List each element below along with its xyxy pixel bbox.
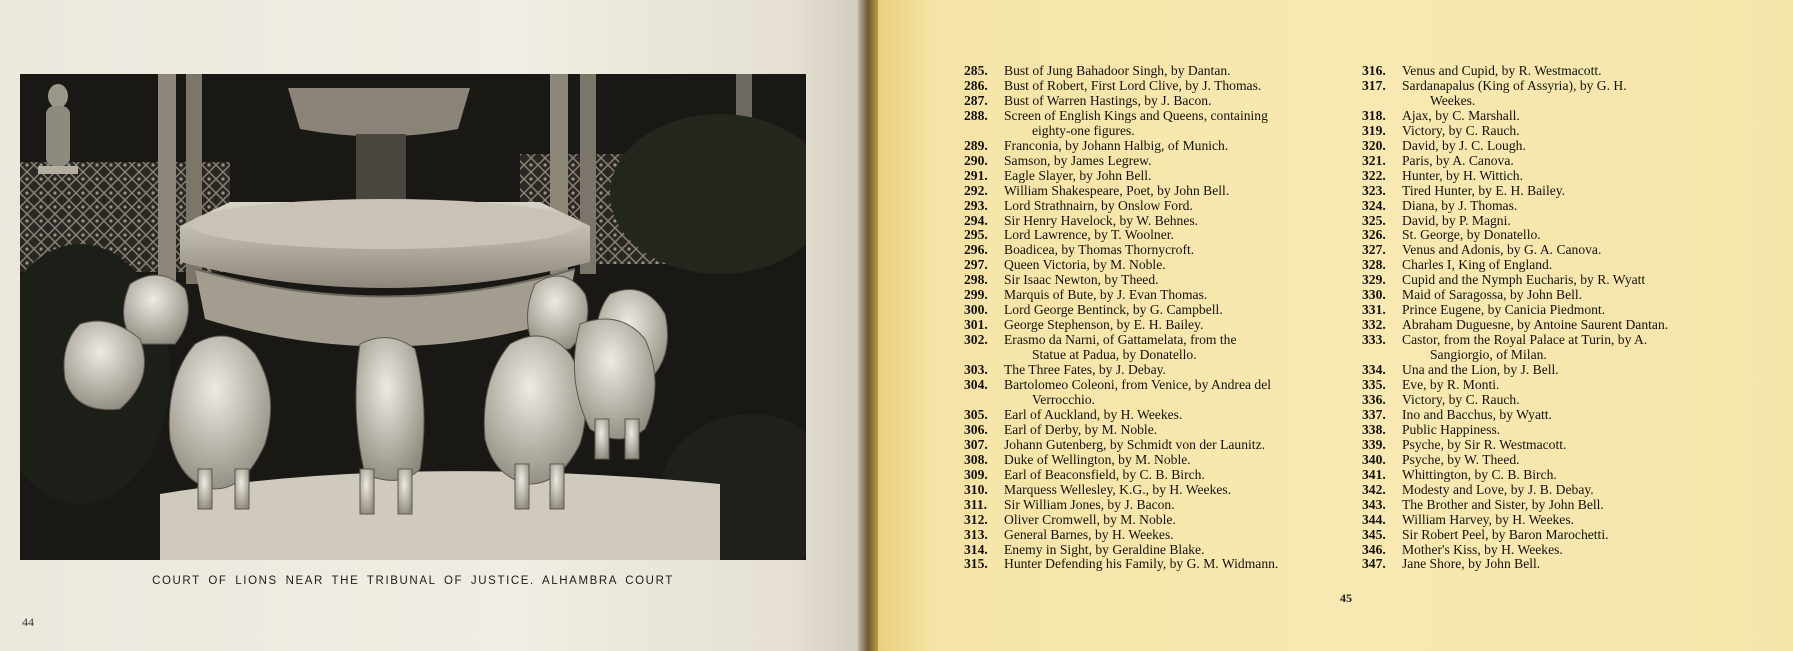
entry-title: Earl of Beaconsfield, by C. B. Birch.: [1004, 466, 1205, 482]
entry-number: 291.: [964, 167, 988, 183]
entry-title: Bust of Robert, First Lord Clive, by J. Thomas.: [1004, 77, 1262, 93]
entry-number: 285.: [964, 63, 988, 78]
entry-text: [1402, 333, 1742, 363]
catalogue-entry: [964, 184, 1362, 199]
entry-number: 339.: [1362, 436, 1386, 452]
entry-title: Oliver Cromwell, by M. Noble.: [1004, 511, 1176, 527]
catalogue-entry: [964, 79, 1362, 94]
entry-text: [1402, 184, 1742, 199]
entry-title: Cupid and the Nymph Eucharis, by R. Wyatt: [1402, 272, 1646, 288]
catalogue-entry: [1362, 363, 1742, 378]
catalogue-entry: [1362, 228, 1742, 243]
entry-number: 304.: [964, 377, 988, 393]
catalogue-column-right: [1362, 64, 1742, 572]
entry-number: 326.: [1362, 227, 1386, 243]
entry-number: 303.: [964, 362, 988, 378]
entry-number: 299.: [964, 287, 988, 303]
entry-number: 310.: [964, 481, 988, 497]
catalogue-entry: [1362, 139, 1742, 154]
entry-number: 321.: [1362, 152, 1386, 168]
catalogue-entry: [1362, 333, 1742, 363]
entry-title: Venus and Adonis, by G. A. Canova.: [1402, 242, 1602, 258]
entry-title: Sir Isaac Newton, by Theed.: [1004, 272, 1159, 288]
entry-text: [1004, 483, 1362, 498]
entry-number: 340.: [1362, 451, 1386, 467]
entry-number: 316.: [1362, 63, 1386, 78]
entry-title: Bust of Warren Hastings, by J. Bacon.: [1004, 92, 1212, 108]
entry-title: Samson, by James Legrew.: [1004, 152, 1152, 168]
entry-number: 337.: [1362, 406, 1386, 422]
entry-number: 313.: [964, 526, 988, 542]
entry-title: Bust of Jung Bahadoor Singh, by Dantan.: [1004, 63, 1231, 78]
entry-number: 345.: [1362, 526, 1386, 542]
photo-caption: COURT OF LIONS NEAR THE TRIBUNAL OF JUSTICE. ALHAMBRA COURT: [152, 575, 674, 587]
entry-number: 343.: [1362, 496, 1386, 512]
entry-title: Una and the Lion, by J. Bell.: [1402, 362, 1559, 378]
entry-title: Lord George Bentinck, by G. Campbell.: [1004, 302, 1223, 318]
entry-text: [1004, 139, 1362, 154]
entry-title: Hunter Defending his Family, by G. M. Widmann.: [1004, 556, 1279, 572]
entry-title: Earl of Auckland, by H. Weekes.: [1004, 406, 1183, 422]
entry-number: 290.: [964, 152, 988, 168]
entry-text: [1402, 169, 1742, 184]
entry-text: [1004, 258, 1362, 273]
entry-text: [1402, 513, 1742, 528]
entry-text: [1004, 214, 1362, 229]
entry-text: [1004, 109, 1362, 139]
catalogue-entry: [1362, 303, 1742, 318]
entry-title: Venus and Cupid, by R. Westmacott.: [1402, 63, 1602, 78]
entry-number: 314.: [964, 541, 988, 557]
entry-title: Diana, by J. Thomas.: [1402, 197, 1518, 213]
entry-text: [1402, 139, 1742, 154]
entry-title: St. George, by Donatello.: [1402, 227, 1541, 243]
entry-number: 346.: [1362, 541, 1386, 557]
catalogue-entry: [1362, 124, 1742, 139]
entry-text: [1402, 109, 1742, 124]
entry-number: 300.: [964, 302, 988, 318]
entry-text: [1402, 408, 1742, 423]
catalogue-entry: [1362, 513, 1742, 528]
entry-text: [1004, 498, 1362, 513]
entry-title: Screen of English Kings and Queens, containing: [1004, 107, 1268, 123]
book-gutter: [858, 0, 880, 651]
catalogue-entry: [1362, 408, 1742, 423]
entry-text: [1004, 468, 1362, 483]
entry-title: Charles I, King of England.: [1402, 257, 1553, 273]
catalogue-entry: [964, 378, 1362, 408]
entry-text: [1402, 288, 1742, 303]
entry-text: [1402, 228, 1742, 243]
entry-title: Marquess Wellesley, K.G., by H. Weekes.: [1004, 481, 1232, 497]
entry-text: [1402, 528, 1742, 543]
entry-number: 294.: [964, 212, 988, 228]
entry-text: [1004, 288, 1362, 303]
entry-text: [1004, 273, 1362, 288]
entry-text: [1004, 169, 1362, 184]
entry-title: The Brother and Sister, by John Bell.: [1402, 496, 1604, 512]
entry-text: [1004, 528, 1362, 543]
catalogue-entry: [964, 318, 1362, 333]
entry-number: 305.: [964, 406, 988, 422]
entry-number: 287.: [964, 92, 988, 108]
catalogue-entry: [1362, 109, 1742, 124]
entry-number: 293.: [964, 197, 988, 213]
entry-number: 295.: [964, 227, 988, 243]
entry-title: Psyche, by W. Theed.: [1402, 451, 1520, 467]
catalogue-entry: [964, 543, 1362, 558]
catalogue-entry: [1362, 258, 1742, 273]
entry-text: [1004, 154, 1362, 169]
entry-number: 297.: [964, 257, 988, 273]
entry-number: 307.: [964, 436, 988, 452]
catalogue-entry: [1362, 453, 1742, 468]
entry-number: 318.: [1362, 107, 1386, 123]
entry-title: Modesty and Love, by J. B. Debay.: [1402, 481, 1594, 497]
entry-title: Public Happiness.: [1402, 421, 1501, 437]
catalogue-entry: [964, 273, 1362, 288]
catalogue-entry: [964, 468, 1362, 483]
entry-number: 334.: [1362, 362, 1386, 378]
entry-text: [1004, 94, 1362, 109]
entry-text: [1402, 64, 1742, 79]
entry-title: Sir Robert Peel, by Baron Marochetti.: [1402, 526, 1609, 542]
entry-title: Psyche, by Sir R. Westmacott.: [1402, 436, 1567, 452]
entry-number: 338.: [1362, 421, 1386, 437]
entry-title: Ajax, by C. Marshall.: [1402, 107, 1520, 123]
entry-text: [1402, 124, 1742, 139]
entry-number: 309.: [964, 466, 988, 482]
entry-number: 296.: [964, 242, 988, 258]
catalogue-entry: [964, 513, 1362, 528]
entry-text: [1004, 79, 1362, 94]
entry-number: 330.: [1362, 287, 1386, 303]
entry-title: Maid of Saragossa, by John Bell.: [1402, 287, 1583, 303]
catalogue-entry: [1362, 543, 1742, 558]
entry-title: Sardanapalus (King of Assyria), by G. H.: [1402, 77, 1627, 93]
entry-title: Paris, by A. Canova.: [1402, 152, 1514, 168]
catalogue-entry: [1362, 273, 1742, 288]
catalogue-entry: [964, 154, 1362, 169]
entry-text: [1402, 363, 1742, 378]
catalogue-entry: [964, 139, 1362, 154]
entry-text: [1402, 199, 1742, 214]
entry-number: 317.: [1362, 77, 1386, 93]
entry-text: [1402, 483, 1742, 498]
entry-number: 332.: [1362, 317, 1386, 333]
entry-text: [1402, 214, 1742, 229]
catalogue-entry: [964, 498, 1362, 513]
catalogue-entry: [964, 453, 1362, 468]
catalogue-entry: [964, 483, 1362, 498]
entry-title: Duke of Wellington, by M. Noble.: [1004, 451, 1191, 467]
entry-text: [1004, 199, 1362, 214]
catalogue-entry: [964, 258, 1362, 273]
entry-text: [1402, 423, 1742, 438]
entry-number: 301.: [964, 317, 988, 333]
entry-text: [1402, 378, 1742, 393]
entry-number: 288.: [964, 107, 988, 123]
catalogue-entry: [964, 528, 1362, 543]
entry-text: [1402, 303, 1742, 318]
entry-number: 312.: [964, 511, 988, 527]
catalogue-entry: [1362, 169, 1742, 184]
page-number-right: 45: [1340, 591, 1352, 605]
entry-number: 333.: [1362, 332, 1386, 348]
catalogue-entry: [1362, 438, 1742, 453]
catalogue-entry: [964, 408, 1362, 423]
catalogue-entry: [964, 199, 1362, 214]
entry-number: 325.: [1362, 212, 1386, 228]
catalogue-entry: [1362, 199, 1742, 214]
entry-title: Victory, by C. Rauch.: [1402, 391, 1520, 407]
entry-text: [1402, 154, 1742, 169]
entry-number: 308.: [964, 451, 988, 467]
left-page: [0, 0, 868, 651]
entry-number: 331.: [1362, 302, 1386, 318]
entry-text: [1004, 408, 1362, 423]
entry-number: 347.: [1362, 556, 1386, 572]
entry-title: David, by J. C. Lough.: [1402, 137, 1526, 153]
catalogue-entry: [1362, 154, 1742, 169]
entry-text: [1402, 498, 1742, 513]
entry-title: William Harvey, by H. Weekes.: [1402, 511, 1575, 527]
entry-text: [1402, 243, 1742, 258]
entry-number: 344.: [1362, 511, 1386, 527]
entry-continuation: eighty-one figures.: [1032, 122, 1135, 138]
entry-text: [1402, 468, 1742, 483]
catalogue-entry: [1362, 79, 1742, 109]
entry-title: Eagle Slayer, by John Bell.: [1004, 167, 1152, 183]
entry-text: [1402, 273, 1742, 288]
entry-title: Franconia, by Johann Halbig, of Munich.: [1004, 137, 1229, 153]
entry-continuation: Statue at Padua, by Donatello.: [1032, 347, 1197, 363]
entry-number: 328.: [1362, 257, 1386, 273]
entry-text: [1004, 303, 1362, 318]
catalogue-entry: [1362, 528, 1742, 543]
entry-continuation: Weekes.: [1430, 92, 1476, 108]
entry-title: Jane Shore, by John Bell.: [1402, 556, 1541, 572]
entry-title: Johann Gutenberg, by Schmidt von der Launitz.: [1004, 436, 1266, 452]
entry-title: Whittington, by C. B. Birch.: [1402, 466, 1557, 482]
catalogue-entry: [1362, 378, 1742, 393]
entry-title: Hunter, by H. Wittich.: [1402, 167, 1523, 183]
entry-text: [1402, 79, 1742, 109]
entry-title: Victory, by C. Rauch.: [1402, 122, 1520, 138]
entry-number: 306.: [964, 421, 988, 437]
entry-text: [1004, 438, 1362, 453]
entry-number: 319.: [1362, 122, 1386, 138]
entry-number: 324.: [1362, 197, 1386, 213]
court-of-lions-photograph: [20, 74, 806, 560]
entry-text: [1004, 333, 1362, 363]
entry-number: 335.: [1362, 377, 1386, 393]
entry-title: Queen Victoria, by M. Noble.: [1004, 257, 1166, 273]
catalogue-entry: [1362, 483, 1742, 498]
entry-title: Bartolomeo Coleoni, from Venice, by Andrea del: [1004, 377, 1272, 393]
entry-title: Earl of Derby, by M. Noble.: [1004, 421, 1158, 437]
entry-title: Lord Strathnairn, by Onslow Ford.: [1004, 197, 1193, 213]
entry-title: Abraham Duguesne, by Antoine Saurent Dantan.: [1402, 317, 1669, 333]
entry-text: [1402, 543, 1742, 558]
catalogue-entry: [964, 109, 1362, 139]
entry-text: [1004, 378, 1362, 408]
entry-text: [1004, 453, 1362, 468]
entry-continuation: Sangiorgio, of Milan.: [1430, 347, 1547, 363]
catalogue-entry: [964, 333, 1362, 363]
entry-number: 302.: [964, 332, 988, 348]
catalogue-entry: [964, 228, 1362, 243]
entry-title: Eve, by R. Monti.: [1402, 377, 1500, 393]
entry-text: [1004, 64, 1362, 79]
entry-title: Tired Hunter, by E. H. Bailey.: [1402, 182, 1566, 198]
entry-number: 311.: [964, 496, 988, 512]
entry-number: 292.: [964, 182, 988, 198]
entry-title: Lord Lawrence, by T. Woolner.: [1004, 227, 1174, 243]
entry-text: [1004, 318, 1362, 333]
entry-text: [1402, 393, 1742, 408]
entry-text: [1402, 258, 1742, 273]
catalogue-entry: [964, 423, 1362, 438]
entry-number: 323.: [1362, 182, 1386, 198]
entry-number: 298.: [964, 272, 988, 288]
entry-number: 341.: [1362, 466, 1386, 482]
catalogue-entry: [1362, 423, 1742, 438]
catalogue-entry: [964, 243, 1362, 258]
entry-number: 286.: [964, 77, 988, 93]
catalogue-entry: [964, 64, 1362, 79]
entry-text: [1004, 513, 1362, 528]
entry-number: 342.: [1362, 481, 1386, 497]
entry-number: 315.: [964, 556, 988, 572]
entry-title: Ino and Bacchus, by Wyatt.: [1402, 406, 1552, 422]
entry-title: Erasmo da Narni, of Gattamelata, from the: [1004, 332, 1237, 348]
catalogue-entry: [1362, 288, 1742, 303]
catalogue-entry: [1362, 393, 1742, 408]
entry-text: [1402, 453, 1742, 468]
catalogue-column-left: [964, 64, 1362, 572]
entry-text: [1004, 363, 1362, 378]
entry-text: [1004, 184, 1362, 199]
entry-number: 336.: [1362, 391, 1386, 407]
catalogue-entry: [1362, 243, 1742, 258]
page-number-left: 44: [22, 615, 34, 629]
catalogue-entry: [964, 169, 1362, 184]
entry-title: Marquis of Bute, by J. Evan Thomas.: [1004, 287, 1208, 303]
entry-text: [1004, 557, 1362, 572]
entry-title: Castor, from the Royal Palace at Turin, by A.: [1402, 332, 1648, 348]
entry-text: [1402, 557, 1742, 572]
catalogue-entry: [1362, 214, 1742, 229]
catalogue-entry: [964, 557, 1362, 572]
entry-title: Sir William Jones, by J. Bacon.: [1004, 496, 1175, 512]
catalogue-entry: [1362, 318, 1742, 333]
catalogue-entry: [964, 363, 1362, 378]
entry-continuation: Verrocchio.: [1032, 391, 1096, 407]
catalogue-entry: [964, 438, 1362, 453]
right-page: [878, 0, 1793, 651]
entry-title: George Stephenson, by E. H. Bailey.: [1004, 317, 1204, 333]
entry-text: [1004, 243, 1362, 258]
catalogue-entry: [1362, 557, 1742, 572]
entry-number: 322.: [1362, 167, 1386, 183]
entry-number: 320.: [1362, 137, 1386, 153]
entry-title: Sir Henry Havelock, by W. Behnes.: [1004, 212, 1199, 228]
entry-text: [1402, 318, 1742, 333]
entry-title: General Barnes, by H. Weekes.: [1004, 526, 1174, 542]
catalogue-entry: [964, 288, 1362, 303]
catalogue-entry: [964, 94, 1362, 109]
entry-title: Enemy in Sight, by Geraldine Blake.: [1004, 541, 1205, 557]
entry-number: 327.: [1362, 242, 1386, 258]
entry-text: [1004, 423, 1362, 438]
entry-text: [1004, 228, 1362, 243]
entry-title: Boadicea, by Thomas Thornycroft.: [1004, 242, 1195, 258]
catalogue-entry: [1362, 64, 1742, 79]
catalogue-entry: [964, 303, 1362, 318]
entry-number: 289.: [964, 137, 988, 153]
entry-title: William Shakespeare, Poet, by John Bell.: [1004, 182, 1230, 198]
catalogue-entry: [964, 214, 1362, 229]
catalogue-entry: [1362, 184, 1742, 199]
entry-title: David, by P. Magni.: [1402, 212, 1511, 228]
entry-title: Mother's Kiss, by H. Weekes.: [1402, 541, 1563, 557]
entry-text: [1402, 438, 1742, 453]
catalogue-entry: [1362, 468, 1742, 483]
entry-title: The Three Fates, by J. Debay.: [1004, 362, 1166, 378]
catalogue-entry: [1362, 498, 1742, 513]
entry-title: Prince Eugene, by Canicia Piedmont.: [1402, 302, 1606, 318]
entry-number: 329.: [1362, 272, 1386, 288]
entry-text: [1004, 543, 1362, 558]
